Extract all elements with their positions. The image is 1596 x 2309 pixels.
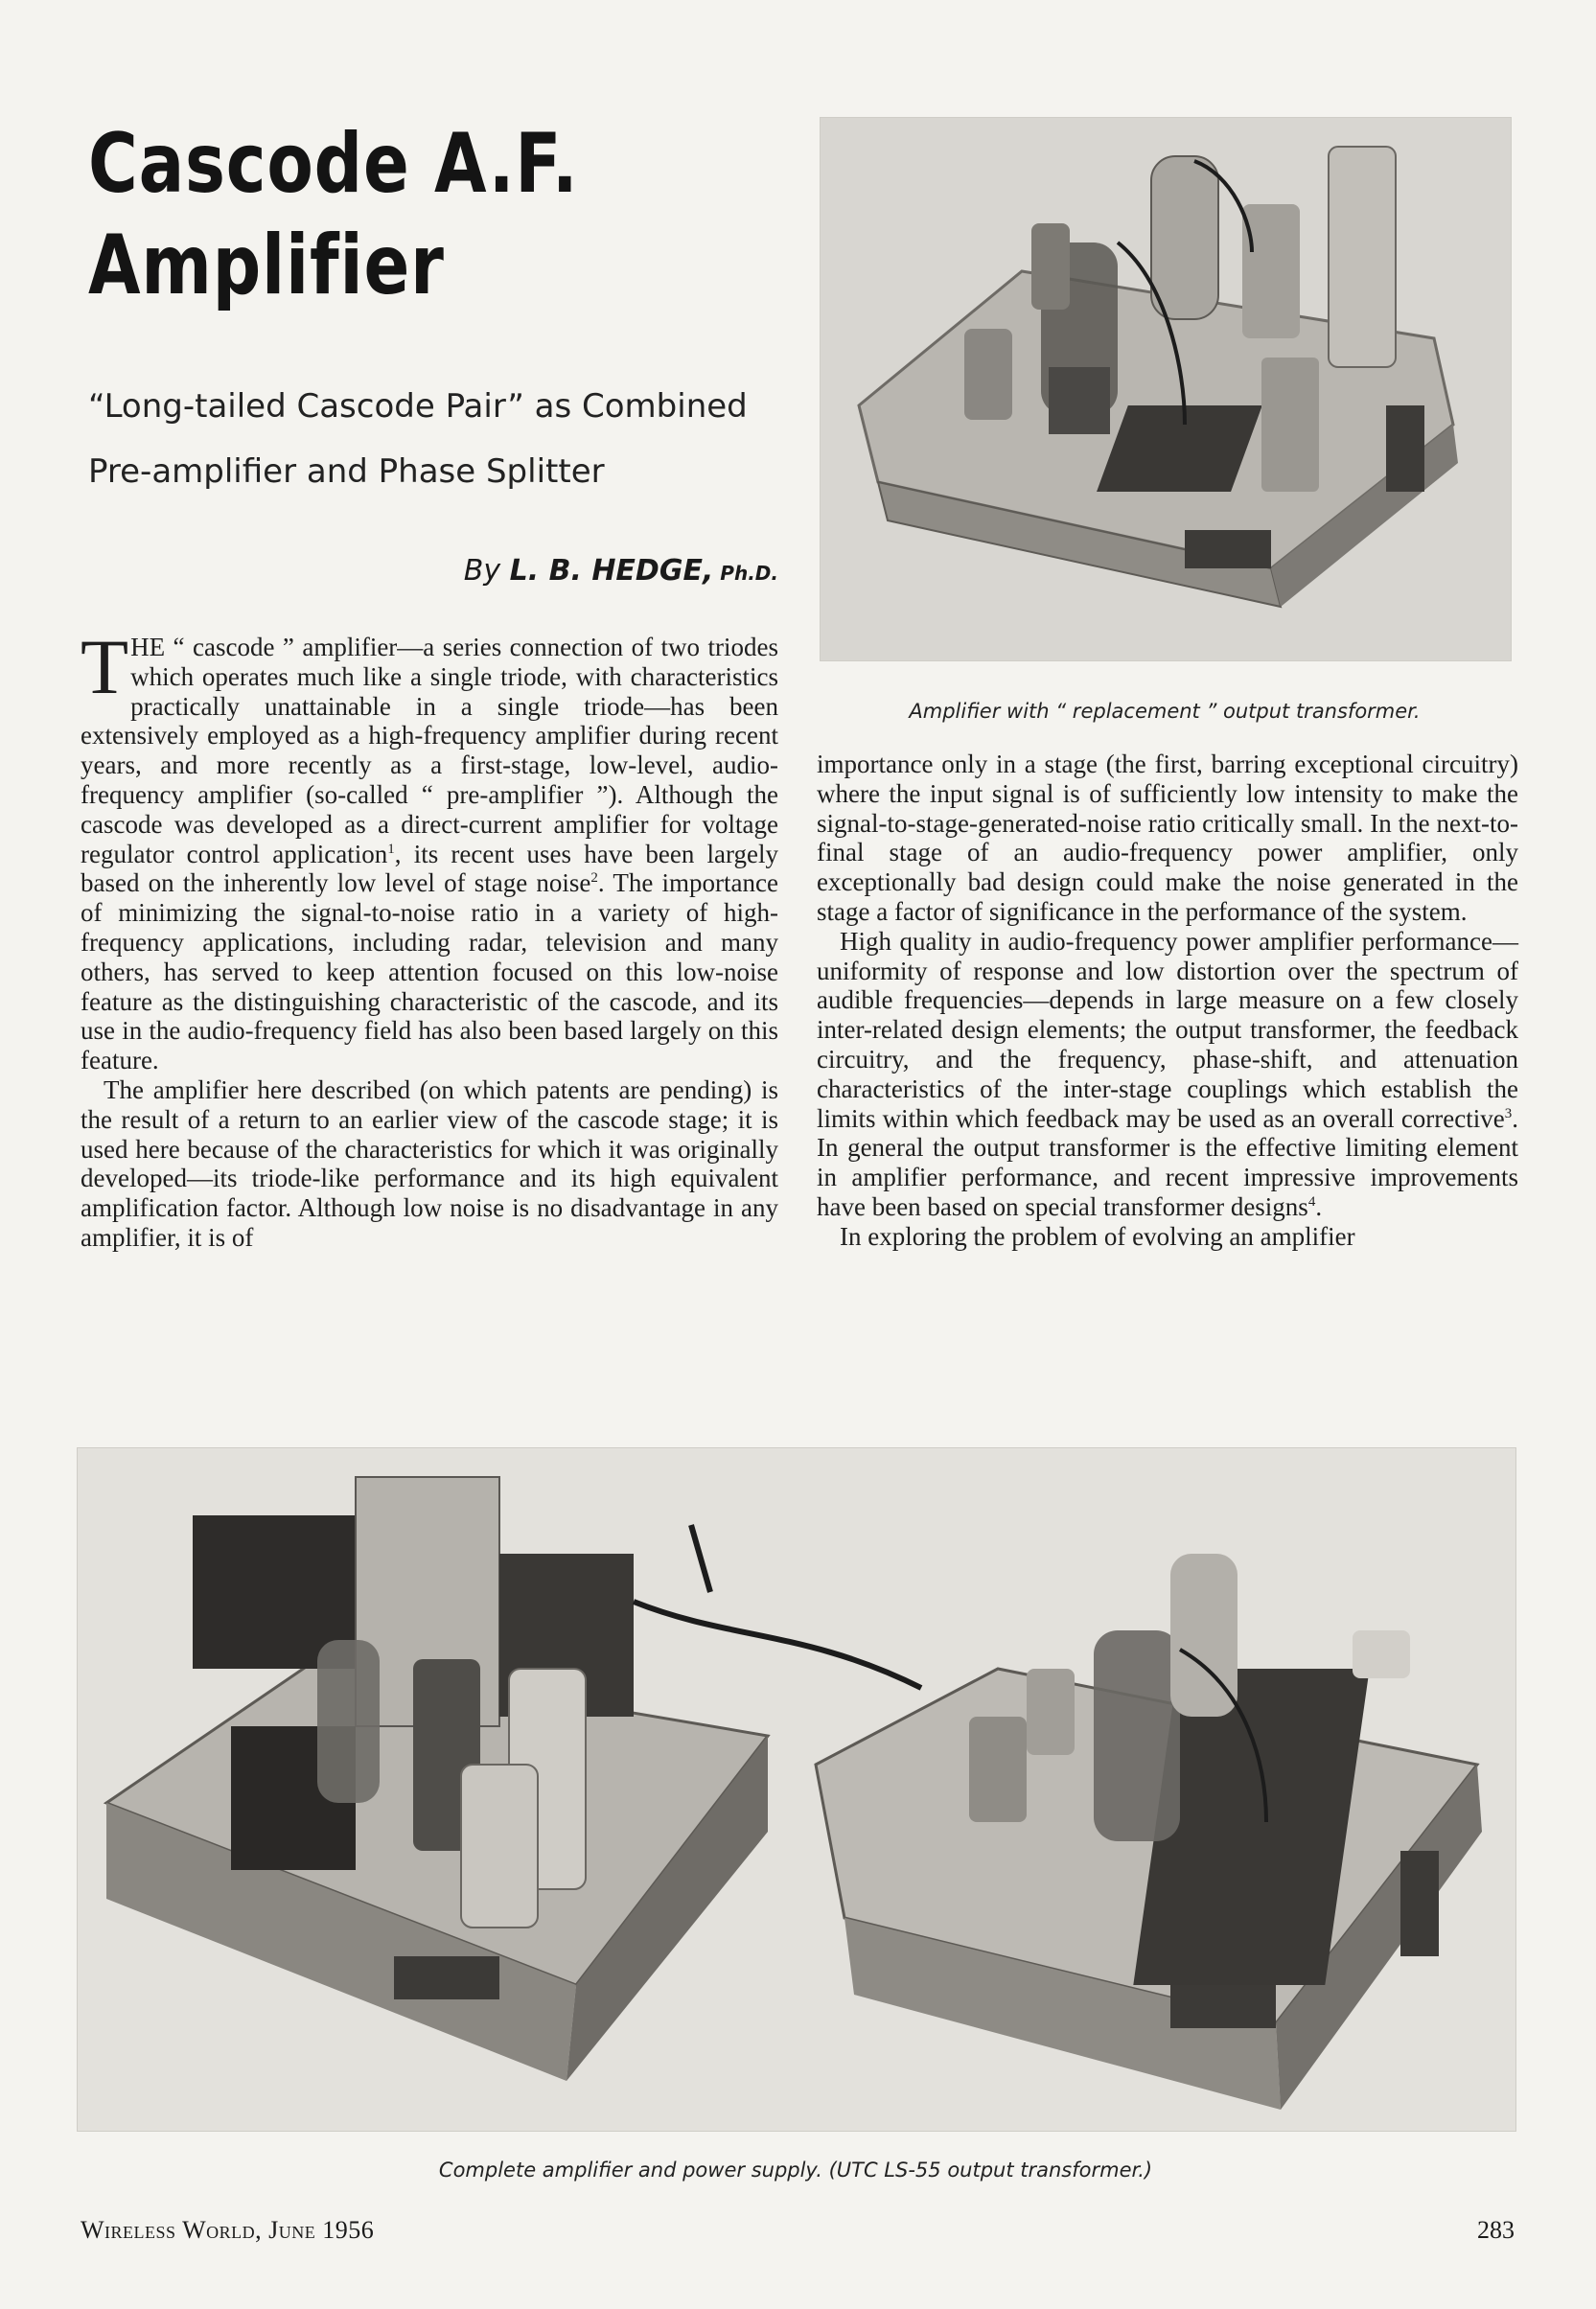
amplifier-photo-bottom	[77, 1447, 1516, 2132]
reference-mark: 1	[387, 841, 395, 857]
title-line-2: Amplifier	[88, 218, 445, 313]
paragraph-text: High quality in audio-frequency power amplifier performance—uniformity of response and low distortion over the spectrum of audible frequencies—depends in large measure on a few closely inter-related design elements; the output transformer, the feedback circuitry, and the frequency, phase-shift, and attenuation characteristics of the inter-stage couplings which establish the limits within which feedback may be used as an overall corrective	[817, 926, 1518, 1133]
bottom-photo-caption: Complete amplifier and power supply. (UTC LS-55 output transformer.)	[438, 2159, 1153, 2182]
paragraph-text: .	[1315, 1191, 1323, 1221]
right-column-text	[817, 750, 1518, 1252]
paragraph-text: “ cascode ” amplifier—a series connection of two triodes which operates much like a single triode, with characteristics practically unattainable in a single triode—has been extensively employed as a high-frequency amplifier during recent years, and more recently as a first-stage, low-level, audio-frequency amplifier (so-called “ pre-amplifier ”). Although the cascode was developed as a direct-current amplifier for voltage regulator control application	[81, 633, 778, 868]
subtitle-line-2: Pre-amplifier and Phase Splitter	[88, 452, 605, 491]
top-photo-caption: Amplifier with “ replacement ” output transformer.	[909, 700, 1421, 723]
drop-cap: T	[81, 623, 129, 710]
right-paragraph-3: In exploring the problem of evolving an amplifier	[840, 1221, 1355, 1251]
left-column-text	[81, 623, 778, 1253]
reference-mark: 3	[1504, 1105, 1513, 1121]
article-title	[88, 113, 654, 316]
paragraph-text: . In general the output transformer is the effective limiting element in amplifier performance, and recent impressive improvements have been based on special transformer designs	[817, 1103, 1518, 1221]
right-paragraph-1: importance only in a stage (the first, barring exceptional circuitry) where the input signal is of sufficiently low intensity to make the signal-to-stage-generated-noise ratio critically small. In the next-to-final stage of an audio-frequency power amplifier, only exceptionally bad design could make the noise generated in the stage a factor of significance in the performance of the system.	[817, 750, 1518, 926]
lead-word: HE	[130, 633, 166, 661]
reference-mark: 2	[590, 870, 598, 887]
byline	[288, 554, 778, 588]
article-subtitle	[88, 374, 798, 504]
paragraph-text: , its recent uses have been largely based on the inherently low level of stage noise	[81, 839, 778, 898]
title-line-1: Cascode A.F.	[88, 116, 579, 212]
reference-mark: 4	[1307, 1193, 1316, 1210]
byline-prefix: By	[463, 554, 510, 588]
author-degree: Ph.D.	[713, 562, 778, 585]
left-paragraph-1	[81, 623, 778, 1075]
left-paragraph-2: The amplifier here described (on which patents are pending) is the result of a return to an earlier view of the cascode stage; it is used here because of the characteristics for which it was originally developed—its triode-like performance and its high equivalent amplification factor. Although low noise is no disadvantage in any amplifier, it is of	[81, 1074, 778, 1252]
paragraph-text: . The importance of minimizing the signal-to-noise ratio in a variety of high-frequency applications, including radar, television and many others, has served to keep attention focused on this low-noise feature as the distinguishing characteristic of the cascode, and its use in the audio-frequency field has also been based largely on this feature.	[81, 868, 778, 1075]
subtitle-line-1: “Long-tailed Cascode Pair” as Combined	[88, 387, 748, 426]
footer-journal-date: Wireless World, June 1956	[81, 2216, 375, 2244]
author-name: L. B. HEDGE,	[509, 554, 714, 588]
right-paragraph-2	[817, 927, 1518, 1222]
amplifier-photo-top	[820, 117, 1512, 661]
page-number: 283	[1477, 2216, 1515, 2244]
